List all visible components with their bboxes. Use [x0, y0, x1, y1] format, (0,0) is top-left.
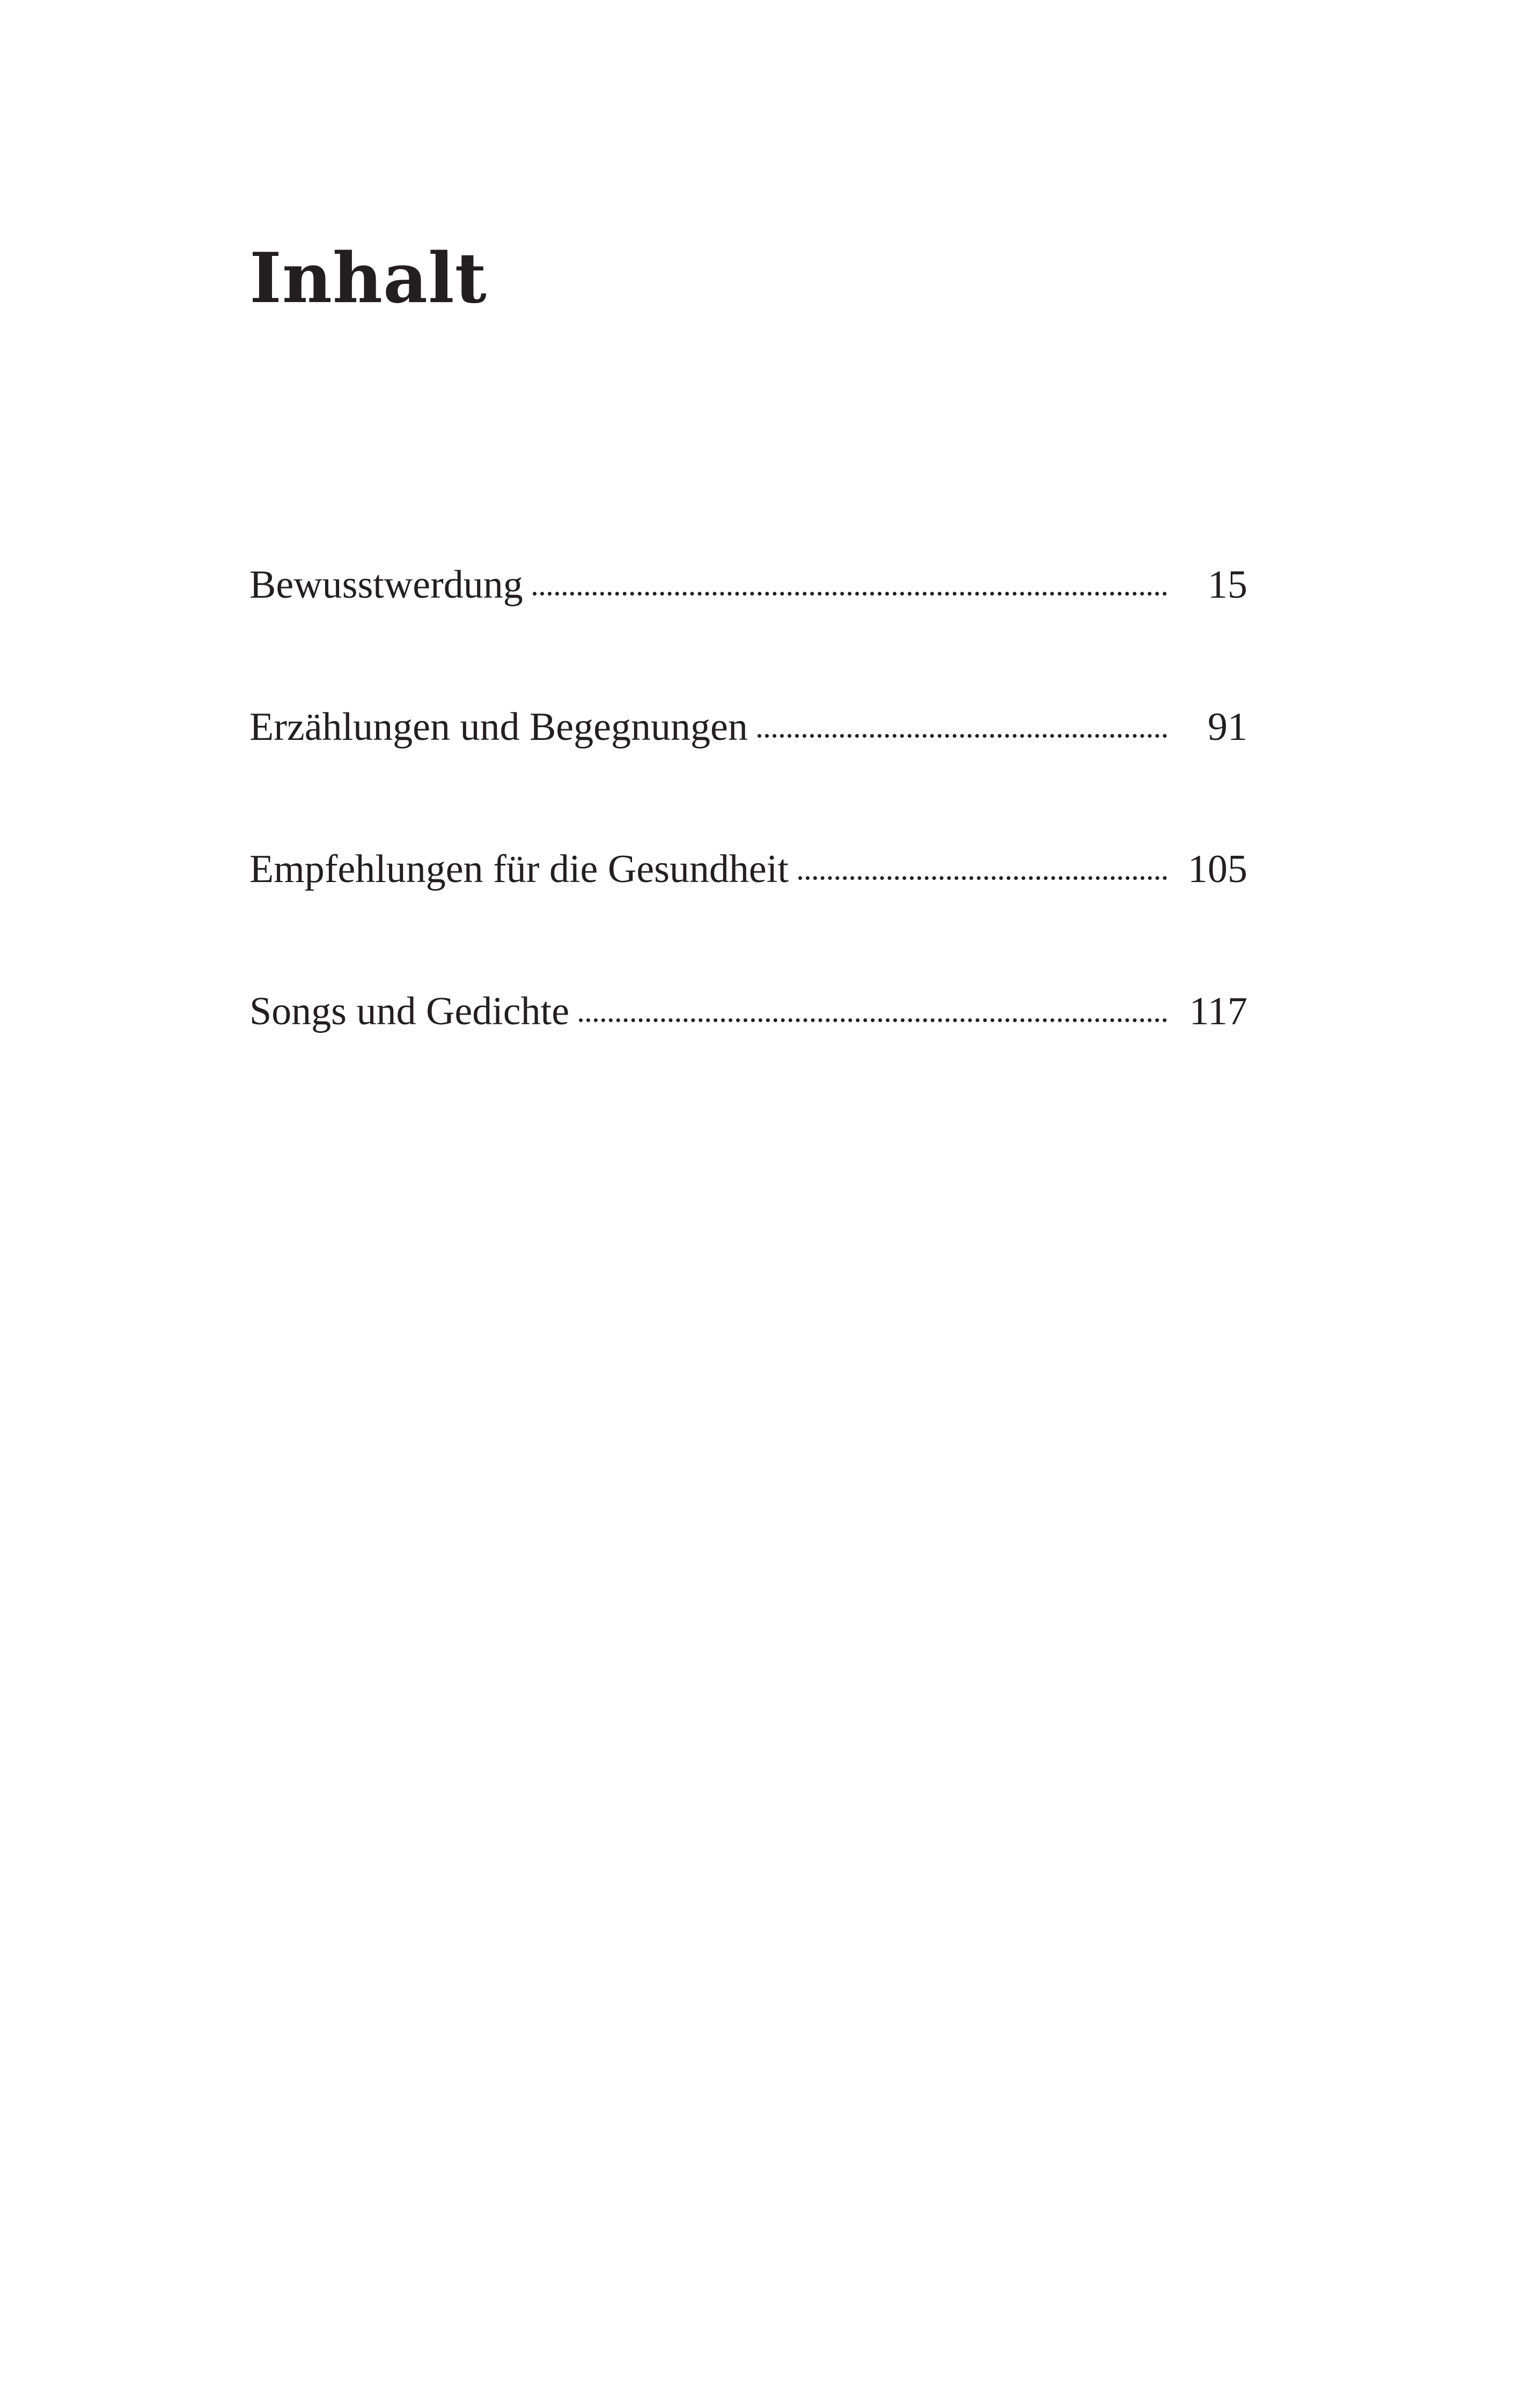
toc-entry [249, 545, 1247, 687]
table-of-contents [249, 545, 1247, 1113]
toc-entry-title: Songs und Gedichte [249, 989, 570, 1033]
toc-entry-title: Bewusstwerdung [249, 563, 523, 607]
toc-entry-title: Empfehlungen für die Gesundheit [249, 847, 789, 891]
toc-entry [249, 971, 1247, 1113]
toc-entry [249, 687, 1247, 829]
toc-page-number: 117 [1189, 989, 1247, 1033]
dot-leader [533, 592, 1167, 596]
page-title: Inhalt [249, 238, 487, 319]
toc-page-number: 91 [1208, 705, 1247, 749]
toc-page-number: 15 [1208, 563, 1247, 607]
dot-leader [798, 876, 1167, 880]
toc-entry-title: Erzählungen und Begegnungen [249, 705, 748, 749]
toc-entry [249, 829, 1247, 971]
dot-leader [758, 734, 1167, 738]
dot-leader [579, 1018, 1167, 1022]
toc-page-number: 105 [1188, 847, 1247, 891]
